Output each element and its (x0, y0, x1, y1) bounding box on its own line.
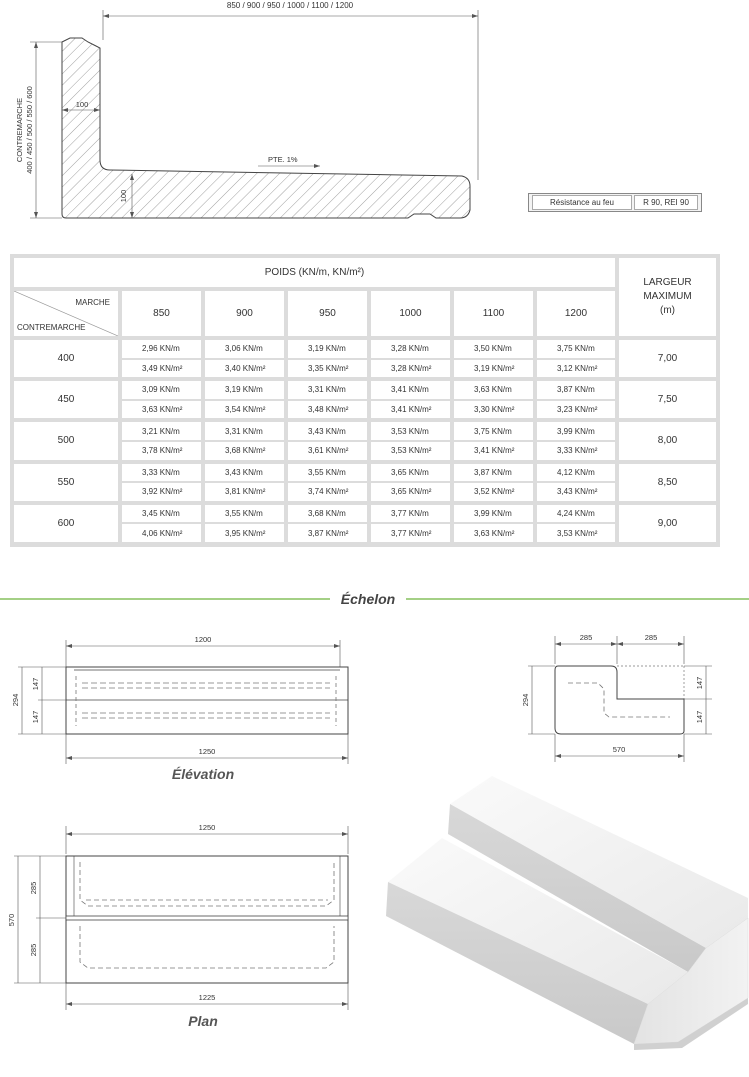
column-header: 950 (288, 291, 367, 336)
section-title: Échelon (340, 591, 396, 607)
elevation-top-dimension: 1200 (194, 635, 212, 644)
fire-resistance-value: R 90, REI 90 (634, 195, 698, 210)
profil-dimension-a: 285 (579, 633, 593, 642)
table-cell-knm2: 3,41 KN/m² (454, 442, 533, 460)
table-cell-knm2: 3,74 KN/m² (288, 483, 367, 501)
table-cell-knm: 3,09 KN/m (122, 381, 201, 399)
table-cell-knm2: 3,95 KN/m² (205, 524, 284, 542)
table-cell-knm2: 3,78 KN/m² (122, 442, 201, 460)
table-cell-knm2: 3,63 KN/m² (122, 401, 201, 419)
table-cell-knm: 3,50 KN/m (454, 340, 533, 358)
profil-dimension-b: 285 (644, 633, 658, 642)
largeur-cell: 9,00 (619, 505, 716, 542)
table-cell-knm2: 3,63 KN/m² (454, 524, 533, 542)
step-block-render (372, 772, 749, 1077)
table-cell-knm: 3,19 KN/m (288, 340, 367, 358)
table-cell-knm2: 3,81 KN/m² (205, 483, 284, 501)
table-cell-knm2: 3,92 KN/m² (122, 483, 201, 501)
table-cell-knm2: 3,40 KN/m² (205, 360, 284, 378)
corner-contremarche-label: CONTREMARCHE (17, 323, 86, 332)
table-cell-knm2: 3,87 KN/m² (288, 524, 367, 542)
table-cell-knm: 3,28 KN/m (371, 340, 450, 358)
table-cell-knm: 3,53 KN/m (371, 422, 450, 440)
elevation-height-a: 147 (31, 677, 40, 691)
table-cell-knm: 3,06 KN/m (205, 340, 284, 358)
column-header: 850 (122, 291, 201, 336)
table-cell-knm: 3,31 KN/m (205, 422, 284, 440)
table-cell-knm: 3,99 KN/m (454, 505, 533, 523)
wall-thickness-dimension: 100 (75, 100, 89, 109)
row-header: 500 (14, 422, 118, 459)
table-cell-knm2: 3,30 KN/m² (454, 401, 533, 419)
profil-height-a: 147 (695, 676, 704, 690)
profil-height-total: 294 (521, 693, 530, 707)
column-header: 900 (205, 291, 284, 336)
column-header: 1000 (371, 291, 450, 336)
column-header: 1200 (537, 291, 615, 336)
table-cell-knm: 3,68 KN/m (288, 505, 367, 523)
table-cell-knm2: 3,33 KN/m² (537, 442, 615, 460)
largeur-cell: 8,50 (619, 464, 716, 501)
table-cell-knm2: 3,54 KN/m² (205, 401, 284, 419)
table-cell-knm: 3,75 KN/m (454, 422, 533, 440)
table-cell-knm2: 3,28 KN/m² (371, 360, 450, 378)
table-cell-knm: 2,96 KN/m (122, 340, 201, 358)
profil-bottom-dimension: 570 (612, 745, 626, 754)
table-cell-knm2: 3,43 KN/m² (537, 483, 615, 501)
elevation-height-b: 147 (31, 710, 40, 724)
slab-thickness-dimension: 100 (119, 189, 128, 203)
table-cell-knm2: 3,53 KN/m² (537, 524, 615, 542)
table-cell-knm: 3,31 KN/m (288, 381, 367, 399)
largeur-cell: 8,00 (619, 422, 716, 459)
elevation-bottom-dimension: 1250 (198, 747, 216, 756)
table-cell-knm: 4,12 KN/m (537, 464, 615, 482)
table-cell-knm: 3,55 KN/m (205, 505, 284, 523)
profil-drawing (521, 633, 712, 785)
table-cell-knm2: 3,61 KN/m² (288, 442, 367, 460)
elevation-height-total: 294 (11, 693, 20, 707)
plan-title: Plan (188, 1013, 218, 1029)
table-cell-knm2: 4,06 KN/m² (122, 524, 201, 542)
table-cell-knm2: 3,35 KN/m² (288, 360, 367, 378)
elevation-title: Élévation (171, 766, 235, 782)
height-dimension-label: CONTREMARCHE (15, 97, 24, 163)
row-header: 450 (14, 381, 118, 418)
table-cell-knm2: 3,68 KN/m² (205, 442, 284, 460)
column-header: 1100 (454, 291, 533, 336)
largeur-cell: 7,50 (619, 381, 716, 418)
table-cell-knm: 3,45 KN/m (122, 505, 201, 523)
profil-height-b: 147 (695, 710, 704, 724)
table-cell-knm: 3,65 KN/m (371, 464, 450, 482)
table-title: POIDS (KN/m, KN/m²) (14, 258, 615, 287)
table-cell-knm: 3,55 KN/m (288, 464, 367, 482)
table-cell-knm: 3,63 KN/m (454, 381, 533, 399)
table-cell-knm2: 3,65 KN/m² (371, 483, 450, 501)
table-cell-knm: 3,19 KN/m (205, 381, 284, 399)
width-dimension: 850 / 900 / 950 / 1000 / 1100 / 1200 (226, 1, 354, 10)
elevation-drawing (11, 635, 348, 782)
largeur-header: LARGEUR MAXIMUM (m) (619, 258, 716, 336)
fire-resistance-label: Résistance au feu (532, 195, 632, 210)
row-header: 600 (14, 505, 118, 542)
corner-marche-label: MARCHE (75, 298, 110, 307)
table-cell-knm2: 3,19 KN/m² (454, 360, 533, 378)
table-cell-knm2: 3,52 KN/m² (454, 483, 533, 501)
row-header: 550 (14, 464, 118, 501)
table-cell-knm2: 3,23 KN/m² (537, 401, 615, 419)
table-cell-knm2: 3,77 KN/m² (371, 524, 450, 542)
table-cell-knm: 3,99 KN/m (537, 422, 615, 440)
plan-drawing (7, 823, 348, 1029)
plan-height-b: 285 (29, 943, 38, 957)
table-cell-knm2: 3,41 KN/m² (371, 401, 450, 419)
table-cell-knm: 3,33 KN/m (122, 464, 201, 482)
table-cell-knm: 3,87 KN/m (454, 464, 533, 482)
plan-height-total: 570 (7, 913, 16, 927)
table-cell-knm2: 3,48 KN/m² (288, 401, 367, 419)
table-cell-knm: 3,21 KN/m (122, 422, 201, 440)
plan-top-dimension: 1250 (198, 823, 216, 832)
table-cell-knm2: 3,49 KN/m² (122, 360, 201, 378)
table-cell-knm: 3,87 KN/m (537, 381, 615, 399)
plan-height-a: 285 (29, 881, 38, 895)
height-dimension-values: 400 / 450 / 500 / 550 / 600 (25, 86, 34, 174)
table-cell-knm2: 3,12 KN/m² (537, 360, 615, 378)
table-cell-knm: 3,77 KN/m (371, 505, 450, 523)
table-cell-knm: 3,75 KN/m (537, 340, 615, 358)
slope-annotation: PTE. 1% (268, 155, 298, 164)
table-cell-knm2: 3,53 KN/m² (371, 442, 450, 460)
table-cell-knm: 3,43 KN/m (205, 464, 284, 482)
row-header: 400 (14, 340, 118, 377)
largeur-cell: 7,00 (619, 340, 716, 377)
plan-bottom-dimension: 1225 (198, 993, 216, 1002)
table-cell-knm: 4,24 KN/m (537, 505, 615, 523)
table-cell-knm: 3,41 KN/m (371, 381, 450, 399)
table-cell-knm: 3,43 KN/m (288, 422, 367, 440)
